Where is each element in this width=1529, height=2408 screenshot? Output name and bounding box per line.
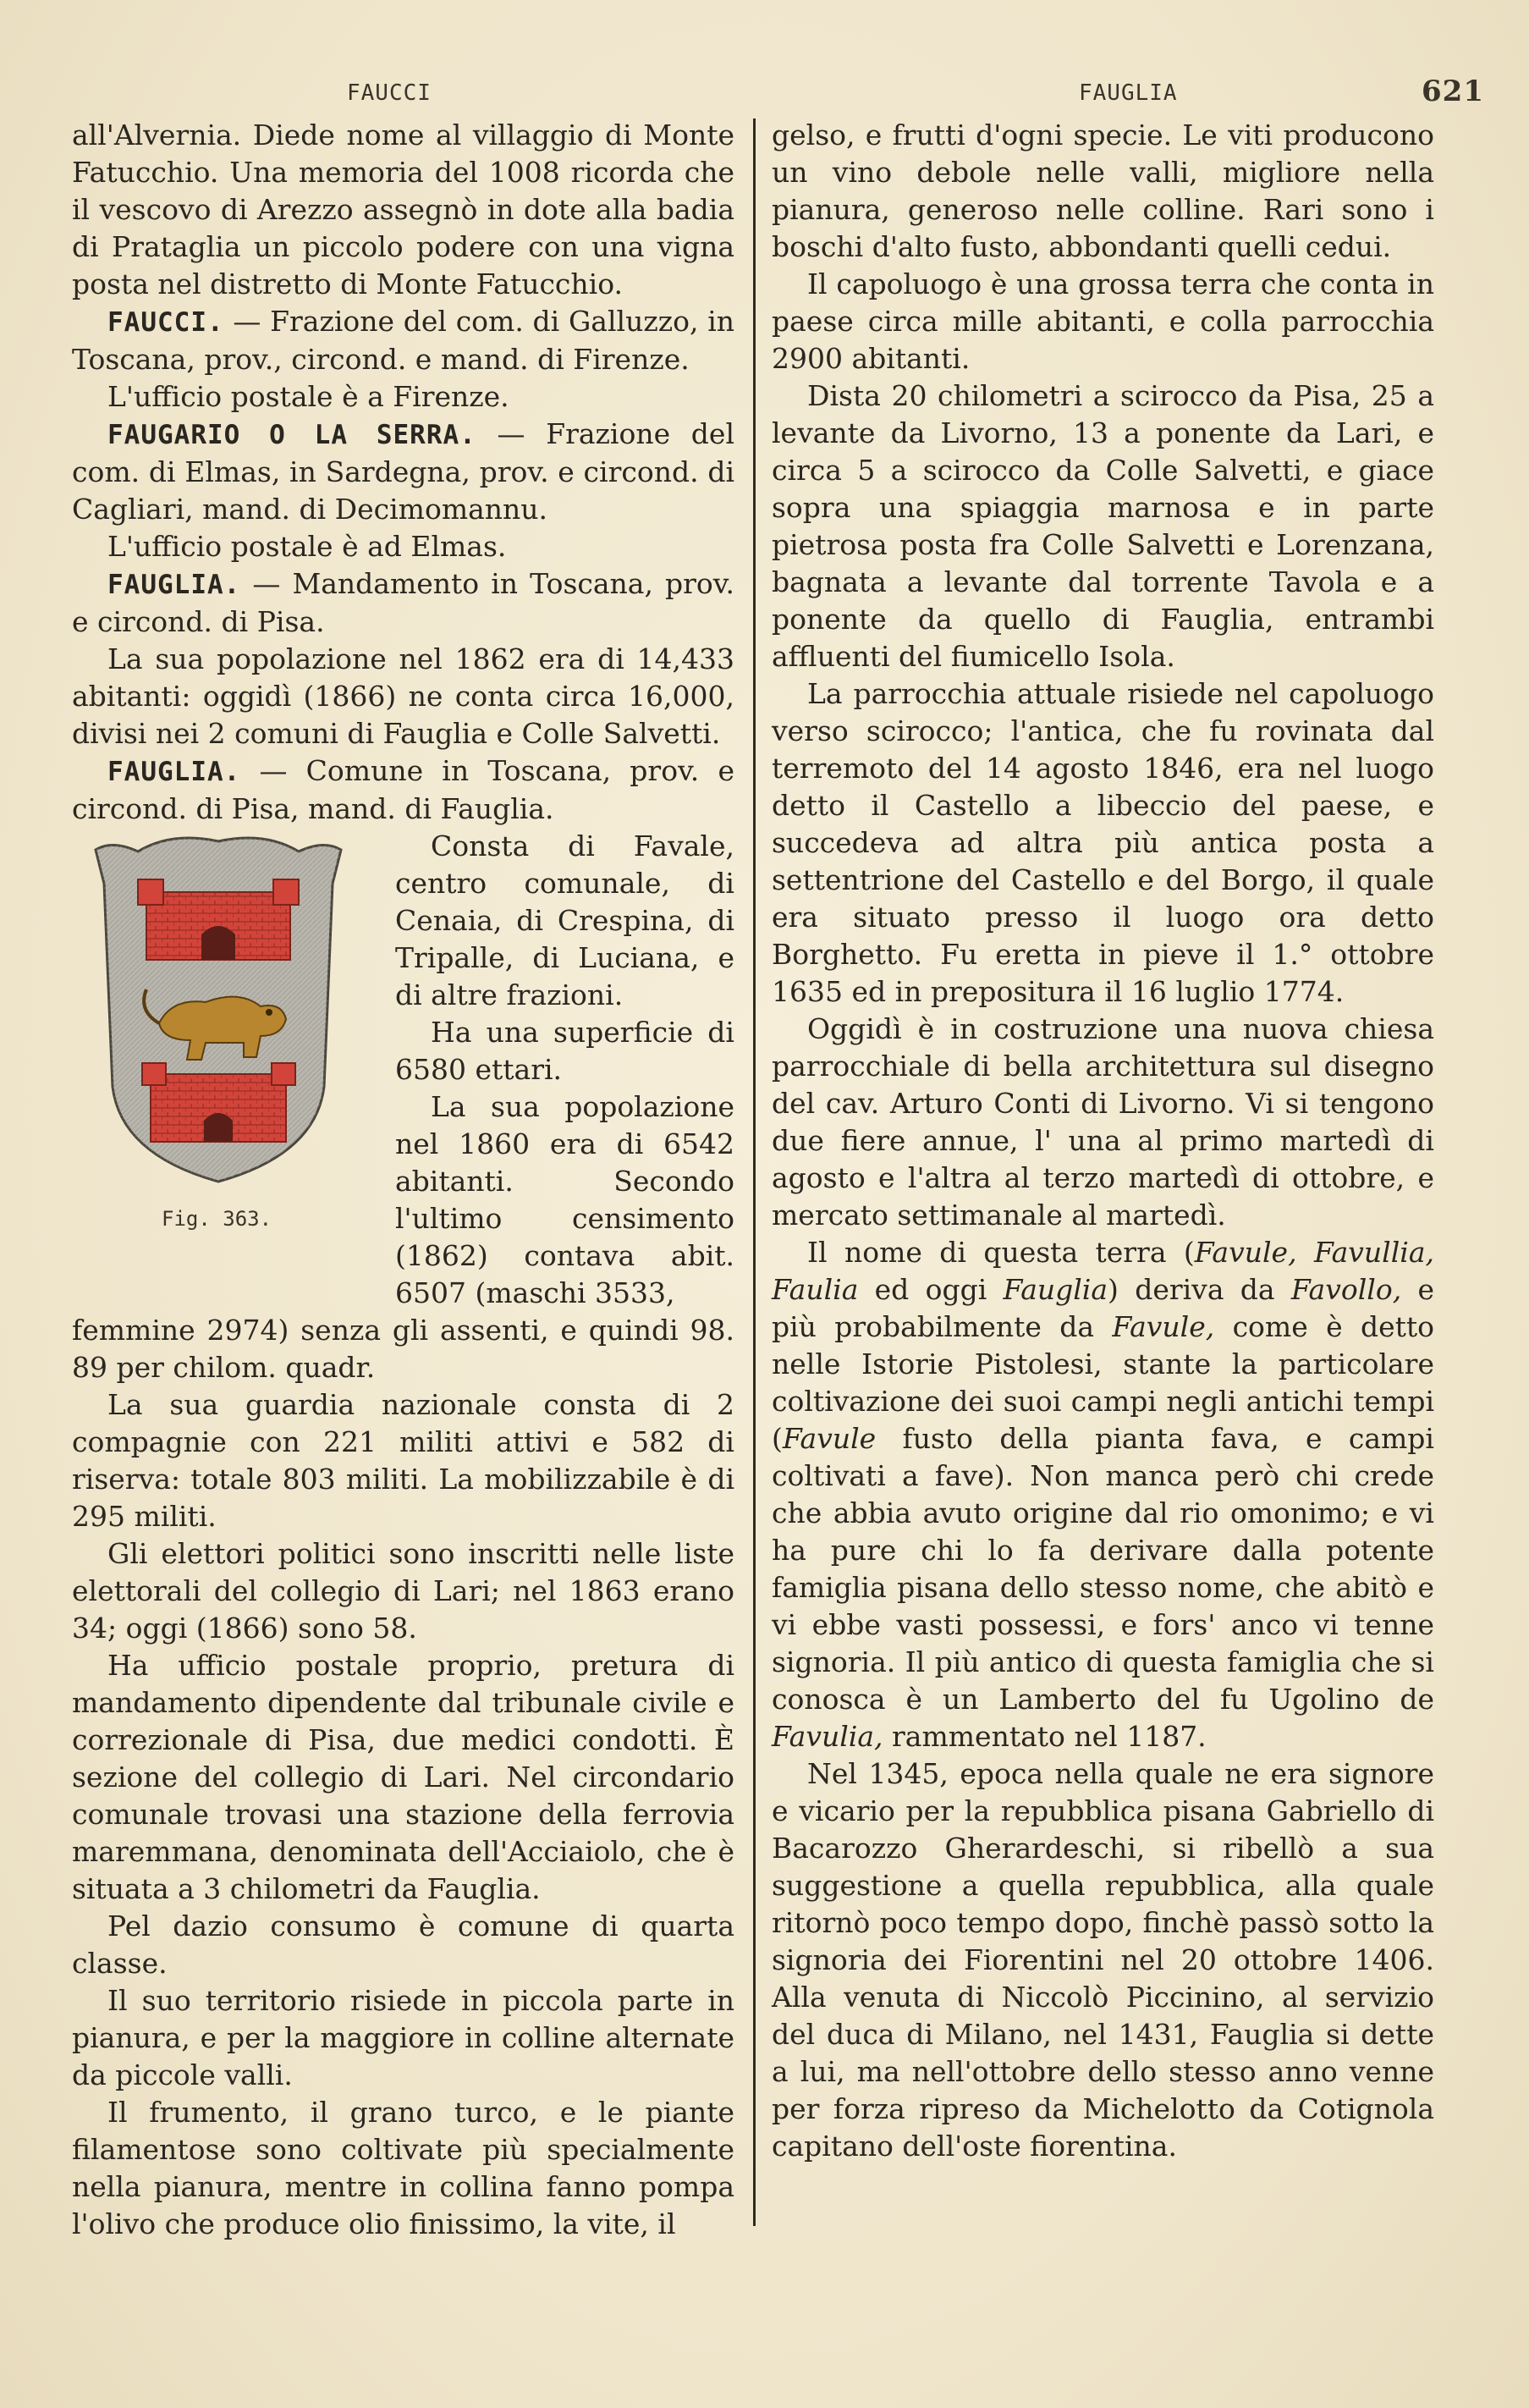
paragraph-gelso: gelso, e frutti d'ogni specie. Le viti producono un vino debole nelle valli, migliore nella pianura, generoso nelle colline. Rari sono i boschi d'alto fusto, abbondanti quelli cedui. xyxy=(772,118,1434,263)
paragraph-nome xyxy=(772,1234,1434,1755)
paragraph-oggidi: Oggidì è in costruzione una nuova chiesa parrocchiale di bella architettura sul disegno del cav. Arturo Conti di Livorno. Vi si tengono due fiere annue, l' una al primo martedì di agosto e l'altra al terzo martedì di ottobre, e mercato settimanale al martedì. xyxy=(772,1012,1434,1232)
paragraph-capoluogo: Il capoluogo è una grossa terra che conta in paese circa mille abitanti, e colla parrocchia 2900 abitanti. xyxy=(772,267,1434,375)
running-head-center: FAUGLIA xyxy=(1079,80,1178,106)
right-column xyxy=(772,117,1434,2165)
paragraph-alvernia: all'Alvernia. Diede nome al villaggio di Monte Fatucchio. Una memoria del 1008 ricorda che il vescovo di Arezzo assegnò in dote alla badia di Prataglia un piccolo podere con una vigna posta nel distretto di Monte Fatucchio. xyxy=(72,118,734,300)
entry-fauglia-mandamento xyxy=(72,565,734,641)
paragraph-storia: Nel 1345, epoca nella quale ne era signore e vicario per la repubblica pisana Gabriello di Bacarozzo Gherardeschi, si ribellò a sua suggestione a quella repubblica, alla quale ritornò poco tempo dopo, finchè passò sotto la signoria dei Fiorentini nel 20 ottobre 1406. Alla venuta di Niccolò Piccinino, al servizio del duca di Milano, nel 1431, Fauglia si dette a lui, ma nell'ottobre dello stesso anno venne per forza ripreso da Michelotto da Cotignola capitano dell'oste fiorentina. xyxy=(772,1757,1434,2163)
entry-faucci-text: — Frazione del com. di Galluzzo, in Toscana, prov., circond. e mand. di Firenze. xyxy=(72,305,734,376)
entry-fauglia-population: La sua popolazione nel 1862 era di 14,433 abitanti: oggidì (1866) ne conta circa 16,000, divisi nei 2 comuni di Fauglia e Colle Salvetti. xyxy=(72,642,734,750)
paragraph-dista: Dista 20 chilometri a scirocco da Pisa, 25 a levante da Livorno, 13 a ponente da Lari, e circa 5 a scirocco da Colle Salvetti, e giace sopra una spiaggia marnosa e in parte pietrosa posta fra Colle Salvetti e Lorenzana, bagnata a levante dal torrente Tavola e a ponente da quello di Fauglia, entrambi affluenti del fiumicello Isola. xyxy=(772,379,1434,673)
running-head-left: FAUCCI xyxy=(347,80,432,106)
nome-italic-1: Favule, Favullia, Faulia xyxy=(772,1236,1434,1306)
lemma-faucci: FAUCCI. xyxy=(107,307,224,338)
figure-363 xyxy=(69,828,388,1270)
paragraph-popolazione: La sua popolazione nel 1860 era di 6542 abitanti. Secondo l'ultimo censimento (1862) contava abit. 6507 (maschi 3533, xyxy=(395,1090,734,1309)
paragraph-femmine: femmine 2974) senza gli assenti, e quindi 98. 89 per chilom. quadr. xyxy=(72,1314,734,1384)
paragraph-frumento: Il frumento, il grano turco, e le piante filamentose sono coltivate più specialmente nella pianura, mentre in collina fanno pompa l'olivo che produce olio finissimo, la vite, il xyxy=(72,2096,734,2240)
nome-text-g: rammentato nel 1187. xyxy=(883,1720,1207,1753)
nome-italic-3: Favollo, xyxy=(1290,1273,1402,1306)
paragraph-dazio: Pel dazio consumo è comune di quarta classe. xyxy=(72,1909,734,1980)
entry-faugario-text: — Frazione del com. di Elmas, in Sardegna, prov. e circond. di Cagliari, mand. di Decimomannu. xyxy=(72,417,735,526)
paragraph-territorio: Il suo territorio risiede in piccola parte in pianura, e per la maggiore in colline alternate da piccole valli. xyxy=(72,1984,734,2091)
page-number: 621 xyxy=(1422,74,1484,108)
nome-text-a: Il nome di questa terra ( xyxy=(807,1236,1195,1269)
entry-faugario xyxy=(72,416,734,528)
paragraph-guardia: La sua guardia nazionale consta di 2 compagnie con 221 militi attivi e 582 di riserva: totale 803 militi. La mobilizzabile è di 295 militi. xyxy=(72,1388,734,1533)
entry-faucci-post: L'ufficio postale è a Firenze. xyxy=(107,380,509,413)
nome-text-c: ) deriva da xyxy=(1108,1273,1291,1306)
lemma-fauglia-2: FAUGLIA. xyxy=(107,757,241,787)
left-column xyxy=(72,117,734,2243)
lemma-fauglia-1: FAUGLIA. xyxy=(107,570,241,600)
nome-text-b: ed oggi xyxy=(858,1273,1004,1306)
entry-fauglia-comune xyxy=(72,752,734,828)
nome-italic-4: Favule, xyxy=(1112,1310,1215,1343)
figure-caption: Fig. 363. xyxy=(162,1207,272,1231)
figure-side-text xyxy=(395,828,734,1312)
upper-tower xyxy=(138,879,299,960)
nome-italic-6: Favulia, xyxy=(772,1720,883,1753)
nome-italic-2: Fauglia xyxy=(1003,1273,1108,1306)
nome-text-f: fusto della pianta fava, e campi coltivati a fave). Non manca però chi crede che abbia avuto origine dal rio omonimo; e vi ha pure chi lo fa derivare dalla potente famiglia pisana dello stesso nome, che abitò e vi ebbe vasti possessi, e fors' anco vi tenne signoria. Il più antico di questa famiglia che si conosca è un Lamberto del fu Ugolino de xyxy=(772,1422,1434,1716)
lower-tower xyxy=(142,1063,295,1142)
paragraph-elettori: Gli elettori politici sono inscritti nelle liste elettorali del collegio di Lari; nel 1863 erano 34; oggi (1866) sono 58. xyxy=(72,1537,734,1645)
entry-faugario-post: L'ufficio postale è ad Elmas. xyxy=(107,530,507,563)
lemma-faugario: FAUGARIO O LA SERRA. xyxy=(107,420,476,450)
coat-of-arms-icon xyxy=(79,833,358,1188)
entry-fauglia-1-text: — Mandamento in Toscana, prov. e circond. di Pisa. xyxy=(72,567,734,638)
paragraph-parrocchia: La parrocchia attuale risiede nel capoluogo verso scirocco; l'antica, che fu rovinata dal terremoto del 14 agosto 1846, era nel luogo detto il Castello a libeccio del paese, e succedeva ad altra più antica posta a settentrione del Castello e del Borgo, il quale era situato presso il luogo ora detto Borghetto. Fu eretta in pieve il 1.° ottobre 1635 ed in prepositura il 16 luglio 1774. xyxy=(772,677,1434,1008)
paragraph-superficie: Ha una superficie di 6580 ettari. xyxy=(395,1016,734,1086)
nome-text-e: come è detto nelle Istorie Pistolesi, stante la particolare coltivazione dei suoi campi negli antichi tempi ( xyxy=(772,1310,1434,1455)
paragraph-ufficio: Ha ufficio postale proprio, pretura di mandamento dipendente dal tribunale civile e correzionale di Pisa, due medici condotti. È sezione del collegio di Lari. Nel circondario comunale trovasi una stazione della ferrovia maremmana, denominata dell'Acciaiolo, che è situata a 3 chilometri da Fauglia. xyxy=(72,1649,734,1905)
entry-fauglia-2-text: — Comune in Toscana, prov. e circond. di Pisa, mand. di Fauglia. xyxy=(72,754,734,825)
entry-faucci xyxy=(72,303,734,378)
column-rule xyxy=(753,118,756,2226)
paragraph-frazioni: Consta di Favale, centro comunale, di Cenaia, di Crespina, di Tripalle, di Luciana, e di altre frazioni. xyxy=(395,829,734,1011)
nome-italic-5: Favule xyxy=(782,1422,877,1455)
nome-text-d: e più probabilmente da xyxy=(772,1273,1434,1343)
